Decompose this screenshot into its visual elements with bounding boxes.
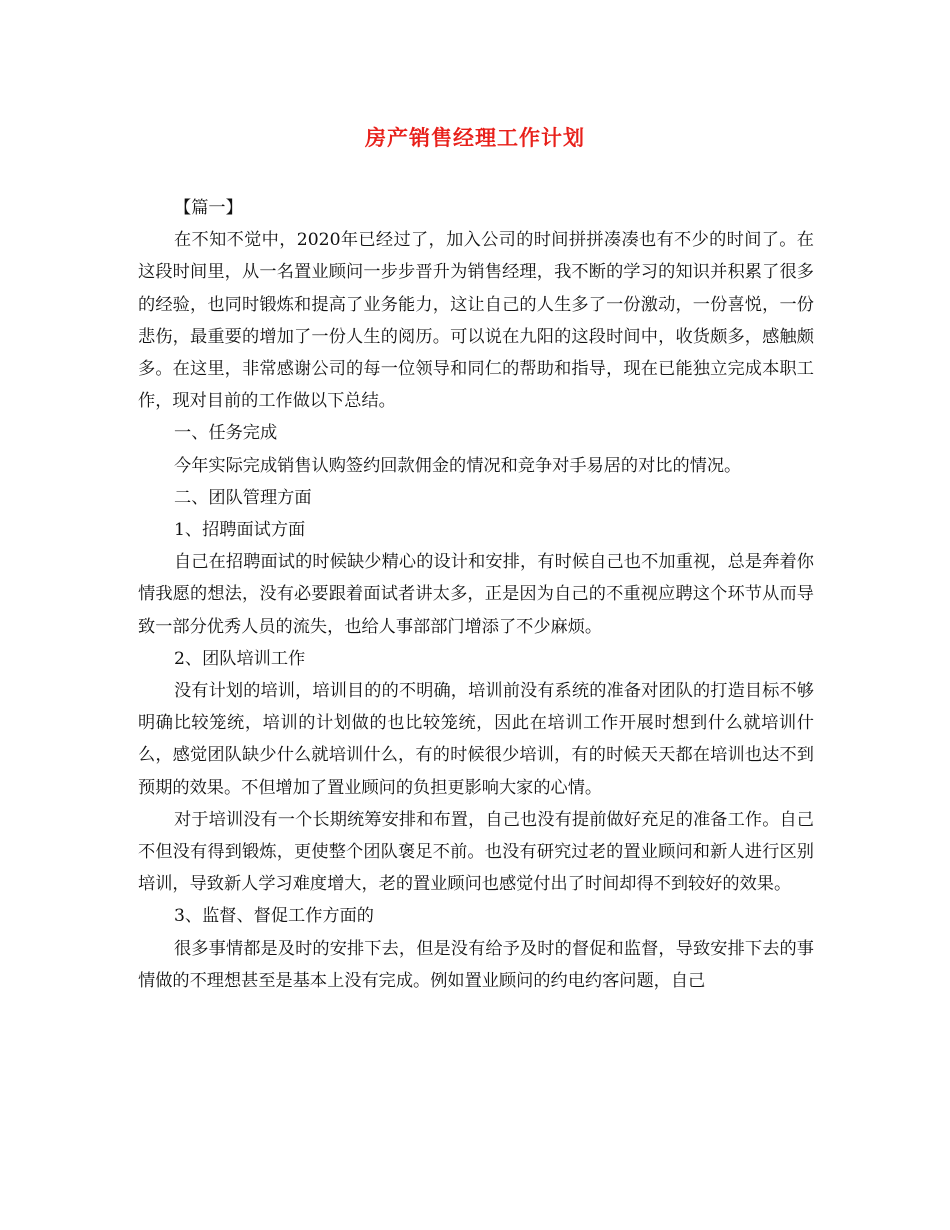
document-body bbox=[138, 192, 814, 997]
supervision-paragraph: 很多事情都是及时的安排下去，但是没有给予及时的督促和监督，导致安排下去的事情做的不理想甚至是基本上没有完成。例如置业顾问的约电约客问题，自己 bbox=[138, 938, 814, 991]
subheading-supervision: 3、监督、督促工作方面的 bbox=[174, 906, 374, 927]
heading-task-completion: 一、任务完成 bbox=[174, 423, 278, 444]
subheading-recruitment: 1、招聘面试方面 bbox=[174, 520, 306, 541]
document-title: 房产销售经理工作计划 bbox=[365, 125, 585, 150]
training-paragraph-1: 没有计划的培训，培训目的的不明确，培训前没有系统的准备对团队的打造目标不够明确比较笼统，培训的计划做的也比较笼统，因此在培训工作开展时想到什么就培训什么，感觉团队缺少什么就培训什么，有的时候很少培训，有的时候天天都在培训也达不到预期的效果。不但增加了置业顾问的负担更影响大家的心情。 bbox=[138, 681, 814, 798]
task-completion-paragraph: 今年实际完成销售认购签约回款佣金的情况和竞争对手易居的对比的情况。 bbox=[174, 455, 742, 476]
subheading-team-training: 2、团队培训工作 bbox=[174, 648, 306, 669]
heading-team-management: 二、团队管理方面 bbox=[174, 487, 312, 508]
section-heading-pian-yi: 【篇一】 bbox=[174, 198, 243, 218]
intro-paragraph: 在不知不觉中，2020年已经过了，加入公司的时间拼拼凑凑也有不少的时间了。在这段时间里，从一名置业顾问一步步晋升为销售经理，我不断的学习的知识并积累了很多的经验，也同时锻炼和提高了业务能力，这让自己的人生多了一份激动，一份喜悦，一份悲伤，最重要的增加了一份人生的阅历。可以说在九阳的这段时间中，收货颇多，感触颇多。在这里，非常感谢公司的每一位领导和同仁的帮助和指导，现在已能独立完成本职工作，现对目前的工作做以下总结。 bbox=[138, 230, 814, 412]
training-paragraph-2: 对于培训没有一个长期统筹安排和布置，自己也没有提前做好充足的准备工作。自己不但没有得到锻炼，更使整个团队褒足不前。也没有研究过老的置业顾问和新人进行区别培训，导致新人学习难度增大，老的置业顾问也感觉付出了时间却得不到较好的效果。 bbox=[138, 809, 814, 895]
recruitment-paragraph: 自己在招聘面试的时候缺少精心的设计和安排，有时候自己也不加重视，总是奔着你情我愿的想法，没有必要跟着面试者讲太多，正是因为自己的不重视应聘这个环节从而导致一部分优秀人员的流失，也给人事部部门增添了不少麻烦。 bbox=[138, 552, 814, 637]
